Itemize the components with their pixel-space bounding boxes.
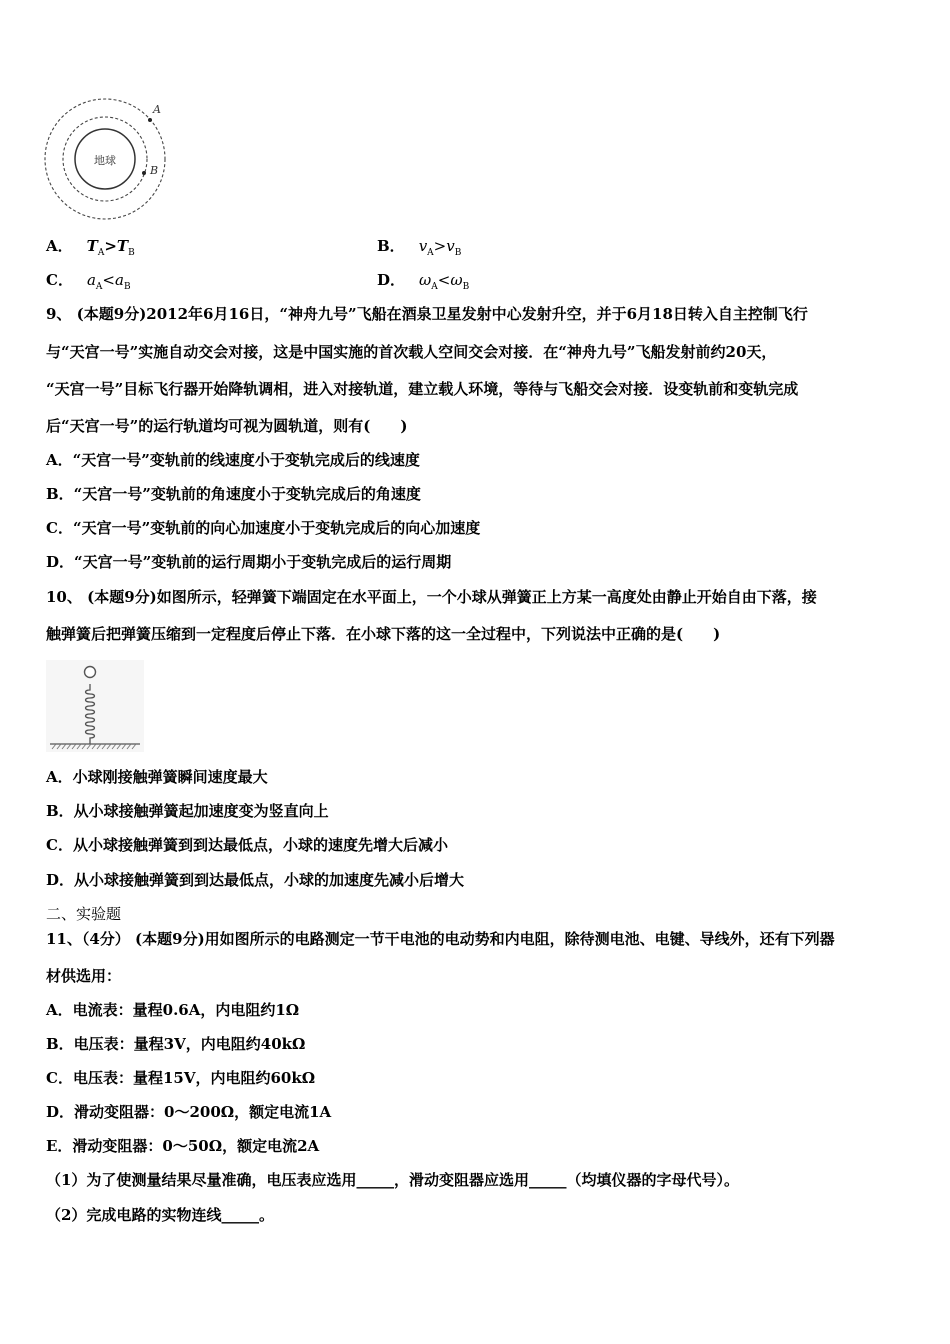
q10-stem-line-2: 触弹簧后把弹簧压缩到一定程度后停止下落．在小球下落的这一全过程中，下列说法中正确的是( ): [46, 625, 721, 643]
q9-option-a: A．“天宫一号”变轨前的线速度小于变轨完成后的线速度: [46, 451, 420, 469]
q9-stem-line-1: 9、 (本题9分)2012年6月16日，“神舟九号”飞船在酒泉卫星发射中心发射升空，并于6月18日转入自主控制飞行: [46, 305, 808, 323]
q11-option-d: D．滑动变阻器：0～200Ω，额定电流1A: [46, 1103, 332, 1121]
q11-subquestion-2: （2）完成电路的实物连线_____。: [46, 1206, 274, 1224]
q11-stem-line-1: 11、（4分） (本题9分)用如图所示的电路测定一节干电池的电动势和内电阻，除待测电池、电键、导线外，还有下列器: [46, 930, 835, 948]
earth-label: 地球: [94, 154, 116, 167]
q11-option-a: A．电流表：量程0.6A，内电阻约1Ω: [46, 1001, 300, 1019]
satellite-b: [142, 171, 146, 175]
q11-subquestion-1: （1）为了使测量结果尽量准确，电压表应选用_____，滑动变阻器应选用_____（均填仪器的字母代号）。: [46, 1171, 739, 1189]
q8-option-b: B． $v_A>v_B$: [377, 237, 462, 258]
q11-stem-line-2: 材供选用：: [46, 967, 122, 985]
q9-stem-line-2: 与“天宫一号”实施自动交会对接，这是中国实施的首次载人空间交会对接．在“神舟九号”飞船发射前约20天，: [46, 343, 777, 361]
q9-stem-line-4: 后“天宫一号”的运行轨道均可视为圆轨道，则有( ): [46, 417, 408, 435]
q10-option-c: C．从小球接触弹簧到到达最低点，小球的速度先增大后减小: [46, 836, 448, 854]
q9-option-b: B．“天宫一号”变轨前的角速度小于变轨完成后的角速度: [46, 485, 421, 503]
q8-option-d: D． $\omega_A<\omega_B$: [377, 271, 470, 292]
spring-diagram: [46, 660, 144, 752]
q11-option-c: C．电压表：量程15V，内电阻约60kΩ: [46, 1069, 316, 1087]
q10-stem-line-1: 10、 (本题9分)如图所示，轻弹簧下端固定在水平面上，一个小球从弹簧正上方某一高度处由静止开始自由下落，接: [46, 588, 817, 606]
q11-option-e: E．滑动变阻器：0～50Ω，额定电流2A: [46, 1137, 320, 1155]
section-title: 二、实验题: [46, 905, 122, 923]
ball: [85, 667, 96, 678]
q10-option-d: D．从小球接触弹簧到到达最低点，小球的加速度先减小后增大: [46, 871, 465, 889]
satellite-a: [148, 118, 152, 122]
q10-option-a: A．小球刚接触弹簧瞬间速度最大: [46, 768, 268, 786]
point-a-label: A: [153, 103, 161, 116]
q9-option-c: C．“天宫一号”变轨前的向心加速度小于变轨完成后的向心加速度: [46, 519, 481, 537]
q8-option-c: C． $a_A<a_B$: [46, 271, 131, 292]
point-b-label: B: [150, 164, 159, 177]
q11-option-b: B．电压表：量程3V，内电阻约40kΩ: [46, 1035, 306, 1053]
q10-option-b: B．从小球接触弹簧起加速度变为竖直向上: [46, 802, 329, 820]
orbit-diagram: [40, 96, 172, 222]
q8-option-a: A． $T_A>T_B$: [46, 237, 135, 258]
q9-stem-line-3: “天宫一号”目标飞行器开始降轨调相，进入对接轨道，建立载人环境，等待与飞船交会对接．设变轨前和变轨完成: [46, 380, 799, 398]
q9-option-d: D．“天宫一号”变轨前的运行周期小于变轨完成后的运行周期: [46, 553, 452, 571]
